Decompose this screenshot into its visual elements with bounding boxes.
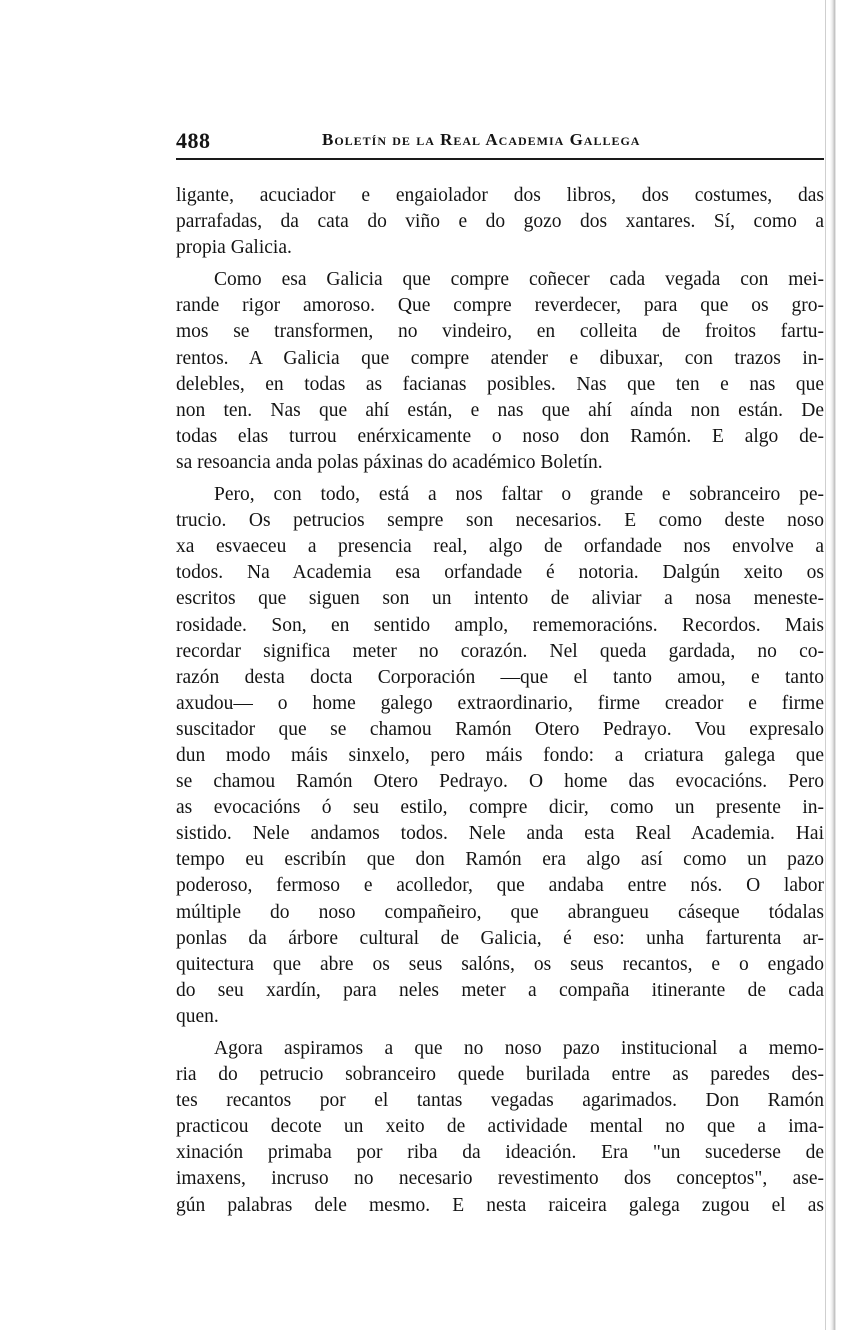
text-line: mos se transformen, no vindeiro, en colleita de froitos fartu-: [176, 321, 824, 343]
running-title: Boletín de la Real Academia Gallega: [322, 130, 641, 149]
text-line: Pero, con todo, está a nos faltar o grande e sobranceiro pe-: [214, 484, 824, 506]
text-line: ria do petrucio sobranceiro quede burilada entre as paredes des-: [176, 1064, 824, 1086]
text-line: delebles, en todas as facianas posibles. Nas que ten e nas que: [176, 373, 824, 395]
text-line: propia Galicia.: [176, 237, 292, 259]
text-line: Agora aspiramos a que no noso pazo institucional a memo-: [214, 1038, 824, 1059]
text-line: tempo eu escribín que don Ramón era algo así como un pazo: [176, 849, 824, 871]
text-line: sistido. Nele andamos todos. Nele anda esta Real Academia. Hai: [176, 823, 824, 845]
text-line: do seu xardín, para neles meter a compaña itinerante de cada: [176, 979, 824, 1001]
text-line: axudou— o home galego extraordinario, firme creador e firme: [176, 692, 824, 714]
text-line: quen.: [176, 1005, 219, 1027]
text-line: poderoso, fermoso e acolledor, que andaba entre nós. O labor: [176, 875, 824, 897]
text-line: quitectura que abre os seus salóns, os seus recantos, e o engado: [176, 953, 824, 975]
paragraph-2: [176, 267, 824, 476]
text-line: xinación primaba por riba da ideación. Era "un sucederse de: [176, 1142, 824, 1164]
body-text: [176, 183, 824, 1219]
text-line: rande rigor amoroso. Que compre reverdecer, para que os gro-: [176, 295, 824, 317]
text-line: non ten. Nas que ahí están, e nas que ahí aínda non están. De: [176, 399, 824, 421]
text-line: se chamou Ramón Otero Pedrayo. O home das evocacións. Pero: [176, 771, 824, 793]
text-line: trucio. Os petrucios sempre son necesarios. E como deste noso: [176, 510, 824, 532]
page-header: [176, 128, 824, 156]
text-line: todos. Na Academia esa orfandade é notoria. Dalgún xeito os: [176, 562, 824, 584]
text-line: parrafadas, da cata do viño e do gozo dos xantares. Sí, como a: [176, 211, 824, 233]
page-edge-shadow: [825, 0, 826, 1330]
text-line: sa resoancia anda polas páxinas do académico Boletín.: [176, 451, 603, 473]
text-line: ponlas da árbore cultural de Galicia, é eso: unha farturenta ar-: [176, 927, 824, 949]
paragraph-3: [176, 482, 824, 1030]
text-line: practicou decote un xeito de actividade mental no que a ima-: [176, 1116, 824, 1138]
text-line: gún palabras dele mesmo. E nesta raiceira galega zugou el as: [176, 1194, 824, 1216]
page-number: 488: [176, 128, 211, 153]
text-line: imaxens, incruso no necesario revestimento dos conceptos", ase-: [176, 1168, 824, 1190]
text-line: dun modo máis sinxelo, pero máis fondo: a criatura galega que: [176, 744, 824, 766]
text-line: suscitador que se chamou Ramón Otero Pedrayo. Vou expresalo: [176, 718, 824, 740]
page-edge: [830, 0, 836, 1330]
text-line: rentos. A Galicia que compre atender e dibuxar, con trazos in-: [176, 347, 824, 369]
paragraph-4: [176, 1036, 824, 1219]
text-line: todas elas turrou enérxicamente o noso don Ramón. E algo de-: [176, 425, 824, 447]
text-line: tes recantos por el tantas vegadas agarimados. Don Ramón: [176, 1090, 824, 1112]
text-line: Como esa Galicia que compre coñecer cada vegada con mei-: [214, 269, 824, 291]
text-line: ligante, acuciador e engaiolador dos libros, dos costumes, das: [176, 185, 824, 206]
text-line: rosidade. Son, en sentido amplo, rememoracións. Recordos. Mais: [176, 614, 824, 636]
text-line: as evocacións ó seu estilo, compre dicir, como un presente in-: [176, 797, 824, 819]
text-line: múltiple do noso compañeiro, que abrangueu cáseque tódalas: [176, 901, 824, 923]
text-line: recordar significa meter no corazón. Nel queda gardada, no co-: [176, 640, 824, 662]
text-line: escritos que siguen son un intento de aliviar a nosa meneste-: [176, 588, 824, 610]
header-rule: [176, 158, 824, 160]
text-line: razón desta docta Corporación —que el tanto amou, e tanto: [176, 666, 824, 688]
paragraph-1: [176, 183, 824, 261]
text-line: xa esvaeceu a presencia real, algo de orfandade nos envolve a: [176, 536, 824, 558]
